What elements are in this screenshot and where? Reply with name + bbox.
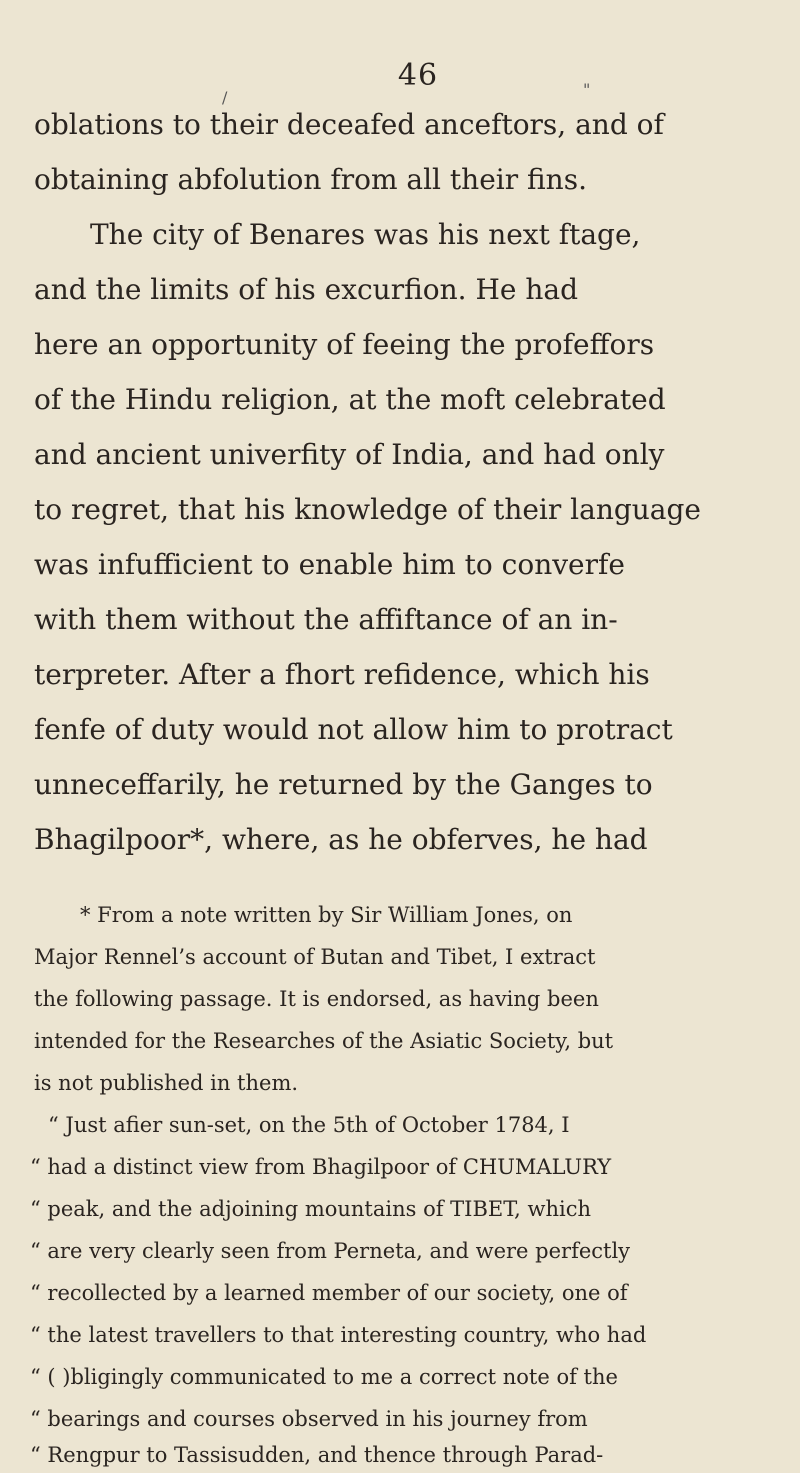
- footnote-line: intended for the Researches of the Asiatic Society, but: [34, 1029, 614, 1053]
- stray-mark: /: [222, 88, 228, 107]
- body-line: was infufficient to enable him to converfe: [34, 548, 625, 581]
- footnote-line: “ recollected by a learned member of our society, one of: [30, 1281, 628, 1305]
- body-line: fenfe of duty would not allow him to protract: [34, 713, 673, 746]
- body-line: to regret, that his knowledge of their language: [34, 493, 701, 526]
- stray-mark: ": [583, 80, 591, 99]
- body-line: Bhagilpoor*, where, as he obferves, he had: [34, 823, 648, 856]
- footnote-line: “ Rengpur to Tassisudden, and thence through Parad-: [30, 1443, 604, 1467]
- body-line: with them without the affiftance of an in-: [34, 603, 618, 636]
- footnote-line: “ Just afier sun-set, on the 5th of October 1784, I: [48, 1113, 570, 1137]
- body-line: and the limits of his excurfion. He had: [34, 273, 578, 306]
- body-line: unneceffarily, he returned by the Ganges to: [34, 768, 653, 801]
- footnote-line: is not published in them.: [34, 1071, 299, 1095]
- footnote-line: “ bearings and courses observed in his journey from: [30, 1407, 588, 1431]
- body-line: and ancient univerfity of India, and had only: [34, 438, 665, 471]
- body-line: The city of Benares was his next ftage,: [90, 218, 641, 251]
- footnote-line: “ had a distinct view from Bhagilpoor of CHUMALURY: [30, 1155, 612, 1179]
- footnote-line: “ ( )bligingly communicated to me a correct note of the: [30, 1365, 618, 1389]
- body-line: obtaining abfolution from all their fins.: [34, 163, 587, 196]
- footnote-line: “ peak, and the adjoining mountains of TIBET, which: [30, 1197, 592, 1221]
- body-line: of the Hindu religion, at the moft celebrated: [34, 383, 666, 416]
- footnote-line: “ the latest travellers to that interesting country, who had: [30, 1323, 647, 1347]
- page-number: 46: [397, 58, 439, 93]
- footnote-line: “ are very clearly seen from Perneta, and were perfectly: [30, 1239, 631, 1263]
- footnote-line: * From a note written by Sir William Jones, on: [80, 903, 573, 927]
- body-line: terpreter. After a fhort refidence, which his: [34, 658, 650, 691]
- footnote-line: Major Rennel’s account of Butan and Tibet, I extract: [34, 945, 596, 969]
- footnote-line: the following passage. It is endorsed, as having been: [34, 987, 599, 1011]
- body-line: oblations to their deceafed anceftors, and of: [34, 108, 664, 141]
- body-line: here an opportunity of feeing the profeffors: [34, 328, 655, 361]
